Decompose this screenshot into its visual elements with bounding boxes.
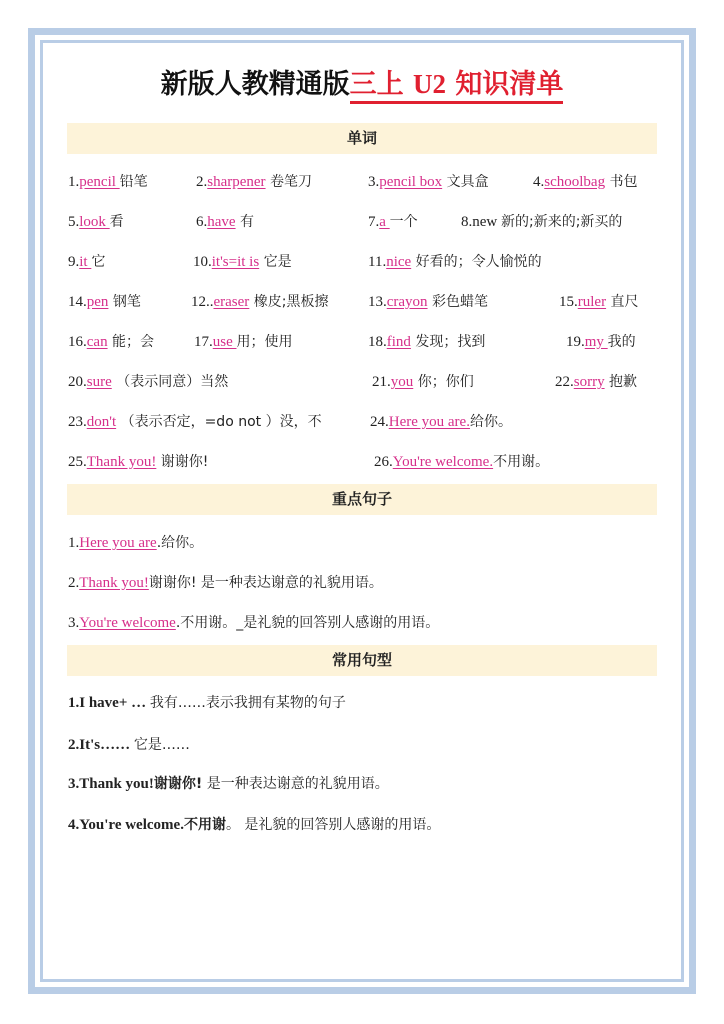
vocab-item: 11.nice 好看的；令人愉悦的 [368, 254, 542, 270]
vocab-item: 19.my 我的 [566, 334, 636, 350]
vocab-item: 7.a 一个 [368, 214, 418, 230]
vocab-item: 1.pencil 铅笔 [68, 174, 148, 190]
section-header-patterns: 常用句型 [67, 645, 657, 676]
vocab-item: 15.ruler 直尺 [559, 294, 639, 310]
section-header-vocab: 单词 [67, 123, 657, 154]
vocab-item: 13.crayon 彩色蜡笔 [368, 294, 489, 310]
title-grade: 三上 [349, 69, 404, 100]
pattern-item: 1.I have+ … 我有……表示我拥有某物的句子 [68, 695, 346, 711]
key-sentence: 3.You're welcome.不用谢。_是礼貌的回答别人感谢的用语。 [68, 615, 440, 631]
vocab-item: 23.don't （表示否定，=do not ）没，不 [68, 414, 322, 430]
key-sentence: 2.Thank you!谢谢你! 是一种表达谢意的礼貌用语。 [68, 575, 383, 591]
vocab-item: 14.pen 钢笔 [68, 294, 141, 310]
vocab-item: 20.sure （表示同意）当然 [68, 374, 229, 390]
title-list: 知识清单 [455, 69, 564, 100]
vocab-item: 2.sharpener 卷笔刀 [196, 174, 313, 190]
vocab-item: 18.find 发现；找到 [368, 334, 486, 350]
vocab-item: 5.look 看 [68, 214, 124, 230]
title-unit-code: U2 [413, 69, 446, 99]
section-header-key-sentences: 重点句子 [67, 484, 657, 515]
vocab-item: 9.it 它 [68, 254, 106, 270]
page-title [0, 62, 724, 101]
vocab-item: 17.use 用；使用 [194, 334, 293, 350]
title-unit [350, 69, 564, 104]
pattern-item: 4.You're welcome.不用谢。 是礼貌的回答别人感谢的用语。 [68, 817, 441, 833]
vocab-item: 10.it's=it is 它是 [193, 254, 292, 270]
vocab-item: 6.have 有 [196, 214, 255, 230]
vocab-item: 25.Thank you! 谢谢你! [68, 454, 209, 470]
pattern-item: 2.It's…… 它是…… [68, 737, 190, 753]
title-series: 新版人教精通版 [160, 69, 350, 100]
key-sentence: 1.Here you are.给你。 [68, 535, 204, 551]
vocab-item: 4.schoolbag 书包 [533, 174, 638, 190]
vocab-item: 24.Here you are.给你。 [370, 414, 512, 430]
vocab-item: 12..eraser 橡皮;黑板擦 [191, 294, 329, 310]
vocab-item: 26.You're welcome.不用谢。 [374, 454, 550, 470]
pattern-item: 3.Thank you!谢谢你! 是一种表达谢意的礼貌用语。 [68, 776, 389, 792]
vocab-item: 8.new 新的;新来的;新买的 [461, 214, 623, 230]
vocab-item: 16.can 能；会 [68, 334, 155, 350]
vocab-item: 3.pencil box 文具盒 [368, 174, 489, 190]
vocab-item: 21.you 你；你们 [372, 374, 474, 390]
vocab-item: 22.sorry 抱歉 [555, 374, 638, 390]
